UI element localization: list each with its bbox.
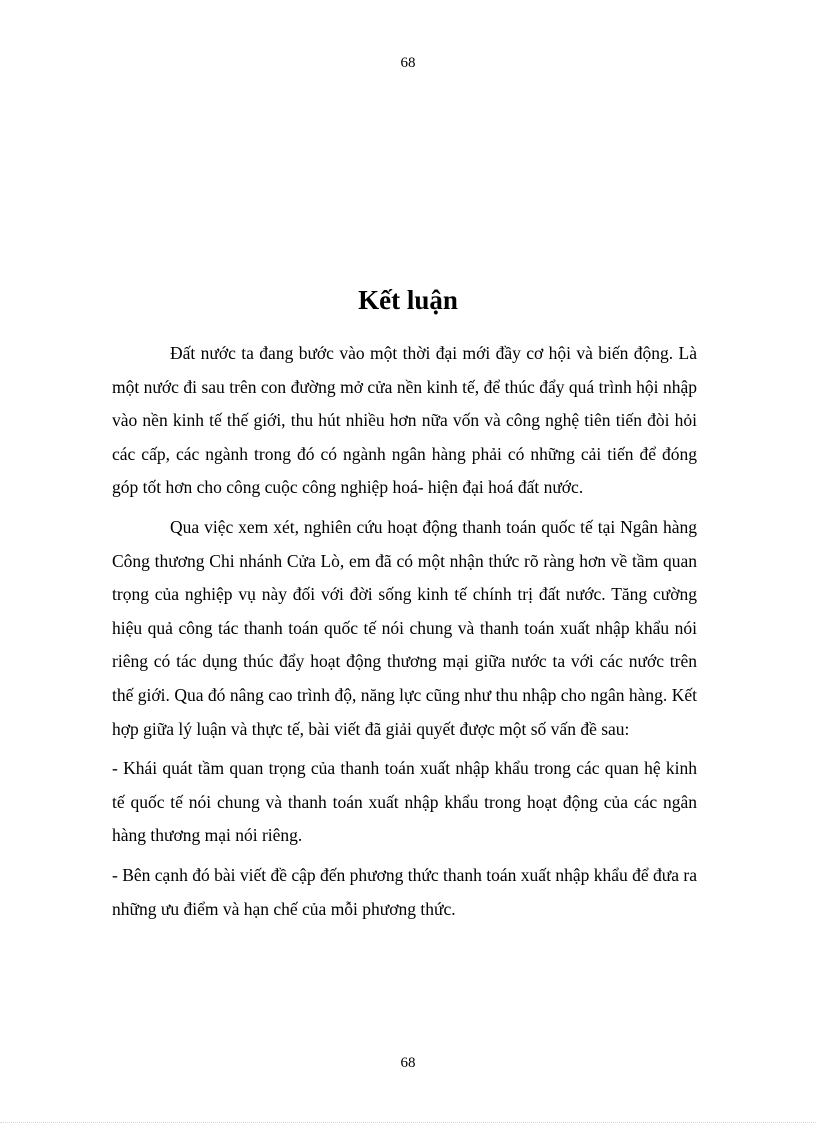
page-title: Kết luận [358,285,458,315]
paragraph-2: Qua việc xem xét, nghiên cứu hoạt động thanh toán quốc tế tại Ngân hàng Công thương Chi nhánh Cửa Lò, em đã có một nhận thức rõ ràng hơn về tầm quan trọng của nghiệp vụ này đối với đời sống kinh tế chính trị đất nước. Tăng cường hiệu quả công tác thanh toán quốc tế nói chung và thanh toán xuất nhập khẩu nói riêng có tác dụng thúc đẩy hoạt động thương mại giữa nước ta với các nước trên thế giới. Qua đó nâng cao trình độ, năng lực cũng như thu nhập cho ngân hàng. Kết hợp giữa lý luận và thực tế, bài viết đã giải quyết được một số vấn đề sau: [112,516,697,739]
bullet-item-2: - Bên cạnh đó bài viết đề cập đến phương thức thanh toán xuất nhập khẩu để đưa ra những ưu điểm và hạn chế của mỗi phương thức. [112,864,697,919]
page-number-bottom: 68 [400,1055,416,1071]
page-number-top: 68 [400,55,416,71]
paragraph-1: Đất nước ta đang bước vào một thời đại mới đầy cơ hội và biến động. Là một nước đi sau trên con đường mở cửa nền kinh tế, để thúc đẩy quá trình hội nhập vào nền kinh tế thế giới, thu hút nhiều hơn nữa vốn và công nghệ tiên tiến đòi hỏi các cấp, các ngành trong đó có ngành ngân hàng phải có những cải tiến để đóng góp tốt hơn cho công cuộc công nghiệp hoá- hiện đại hoá đất nước. [112,343,697,498]
document-body [112,337,697,932]
bullet-item-1: - Khái quát tầm quan trọng của thanh toán xuất nhập khẩu trong các quan hệ kinh tế quốc tế nói chung và thanh toán xuất nhập khẩu trong hoạt động của các ngân hàng thương mại nói riêng. [112,758,697,846]
